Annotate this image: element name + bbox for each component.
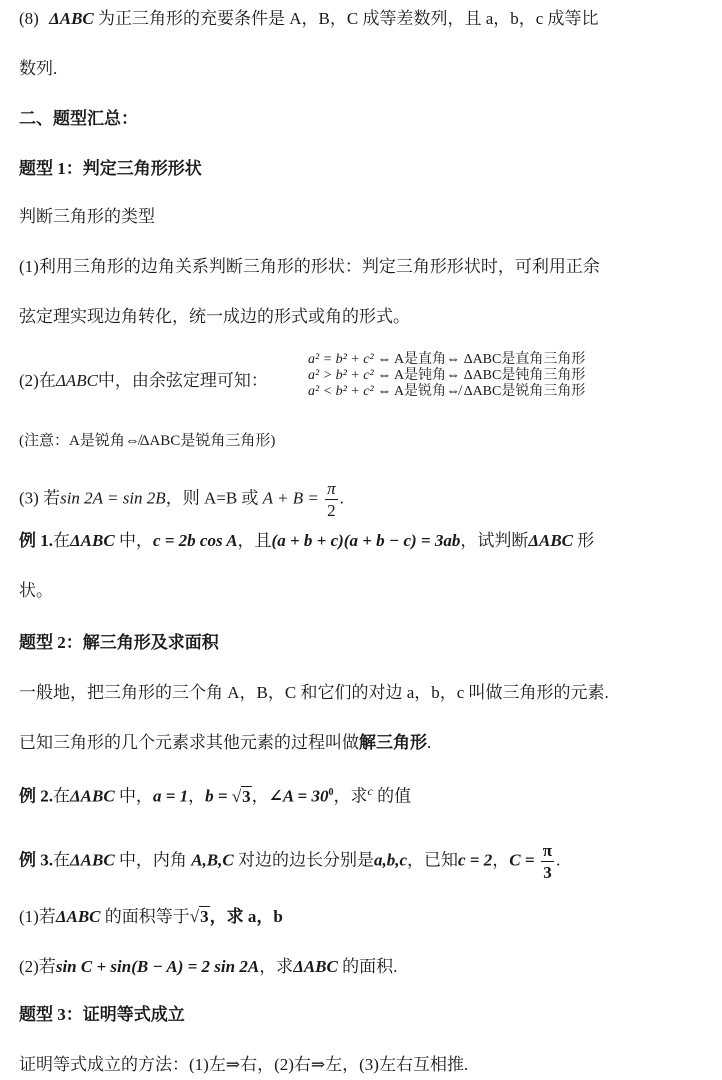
- type2-para2: 已知三角形的几个元素求其他元素的过程叫做解三角形.: [19, 733, 432, 752]
- type1-point2: (2)在ΔABC中，由余弦定理可知：: [19, 371, 268, 390]
- triangle-symbol: ΔABC: [49, 9, 94, 28]
- example1-line2: 状。: [19, 581, 53, 600]
- type1-subtitle: 判断三角形的类型: [19, 207, 155, 226]
- type3-methods: 证明等式成立的方法：(1)左⇒右，(2)右⇒左，(3)左右互相推.: [19, 1055, 469, 1074]
- sqrt-3: √3: [189, 907, 209, 926]
- example-label: 例 3.: [19, 850, 53, 870]
- item-label: (8): [19, 9, 39, 28]
- type2-para1: 一般地，把三角形的三个角 A，B，C 和它们的对边 a，b，c 叫做三角形的元素.: [19, 683, 609, 702]
- type1-note: (注意：A是锐角⇎ΔABC是锐角三角形): [19, 433, 276, 449]
- example2: 例 2.在ΔABC 中，a = 1，b = √3，∠A = $30^0$，求$^c$ 的值: [19, 784, 412, 806]
- type1-point1-line2: 弦定理实现边角转化，统一成边的形式或角的形式。: [19, 307, 410, 326]
- cosine-row-obtuse: a² > b² + c² ⇔ A是钝角⇔ ΔABC是钝角三角形: [308, 368, 586, 383]
- example3-question2: (2)若sin C + sin(B − A) = 2 sin 2A，求ΔABC 的面积.: [19, 957, 398, 976]
- type3-heading: 题型 3：证明等式成立: [19, 1005, 185, 1024]
- type1-point3: (3) 若sin 2A = sin 2B，则 A=B 或 A + B = $\frac{\pi}{2}$ .: [19, 479, 344, 520]
- type1-heading: 题型 1：判定三角形形状: [19, 159, 202, 178]
- type1-point1-line1: (1)利用三角形的边角关系判断三角形的形状：判定三角形形状时，可利用正余: [19, 257, 600, 276]
- example1-line1: 例 1.在ΔABC 中，c = 2b cos A，且(a + b + c)(a + b − c) = 3ab，试判断ΔABC 形: [19, 531, 595, 550]
- cosine-law-table: [308, 352, 585, 400]
- cosine-row-right: a² = b² + c² ⇔ A是直角⇔ ΔABC是直角三角形: [308, 352, 586, 367]
- not-iff-icon: ⇎: [446, 384, 461, 399]
- type2-heading: 题型 2：解三角形及求面积: [19, 633, 219, 652]
- cosine-row-acute: a² < b² + c² ⇔ A是锐角⇎ ΔABC是锐角三角形: [308, 384, 586, 399]
- example3: 例 3.在ΔABC 中，内角 A,B,C 对边的边长分别是a,b,c，已知c = 2，C = $\frac{\pi}{3}$ .: [19, 841, 561, 882]
- fraction-pi-over-3: $\frac{\pi}{3}$: [542, 841, 553, 882]
- section-title: 二、题型汇总：: [19, 109, 138, 128]
- sqrt-3: √3: [231, 786, 251, 806]
- example-label: 例 2.: [19, 786, 53, 806]
- item-8-line2: 数列.: [19, 59, 58, 78]
- example-label: 例 1.: [19, 531, 53, 550]
- fraction-pi-over-2: $\frac{\pi}{2}$: [327, 479, 336, 520]
- item-text: 为正三角形的充要条件是 A，B，C 成等差数列，且 a，b，c 成等比: [93, 9, 599, 28]
- item-8-line1: [19, 8, 599, 30]
- triangle-symbol: ΔABC: [55, 371, 98, 390]
- example3-question1: (1)若ΔABC 的面积等于√3，求 a，b: [19, 907, 283, 926]
